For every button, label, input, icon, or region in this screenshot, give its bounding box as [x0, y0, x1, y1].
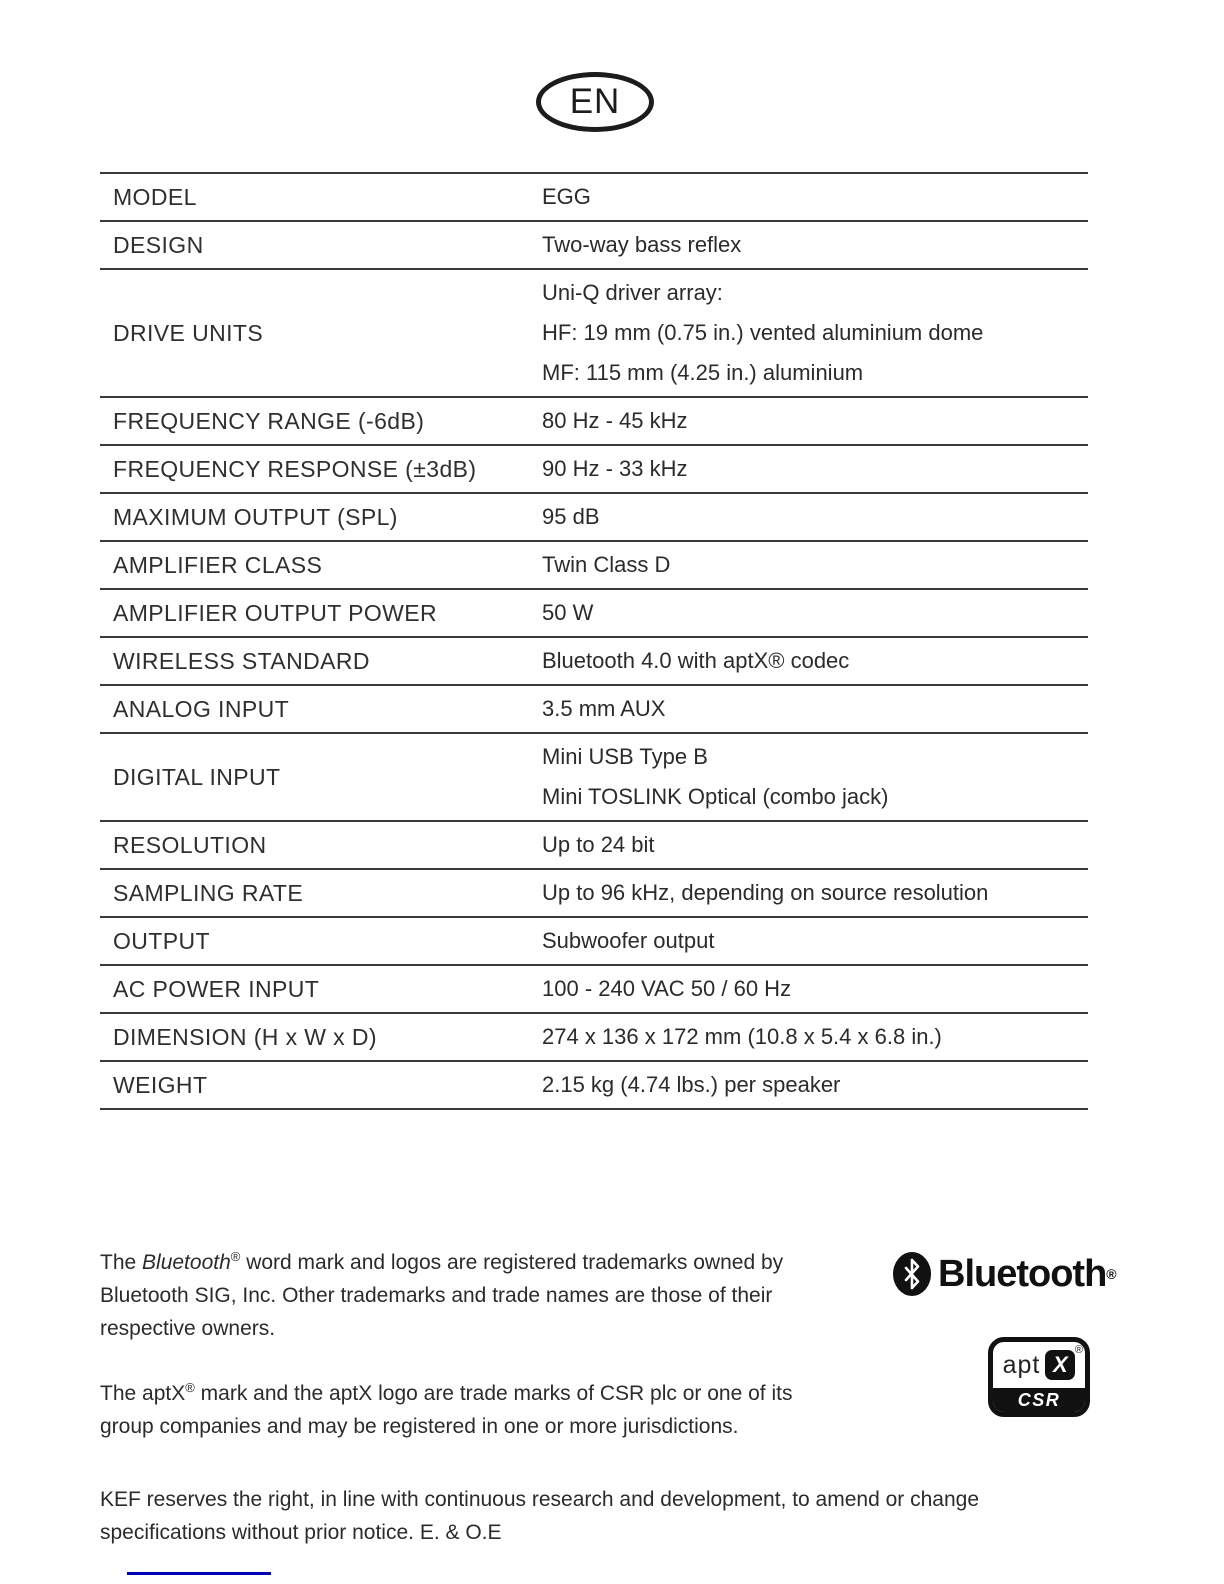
table-row	[100, 636, 1088, 684]
table-row	[100, 964, 1088, 1012]
footer-disclaimer	[100, 1483, 1025, 1549]
table-row	[100, 684, 1088, 732]
spec-label: DIMENSION (H x W x D)	[113, 1024, 377, 1050]
spec-value-line: 50 W	[542, 600, 594, 625]
table-row	[100, 820, 1088, 868]
aptx-word: apt	[1002, 1350, 1041, 1379]
language-badge	[536, 72, 654, 132]
spec-value-line: Subwoofer output	[542, 928, 715, 953]
spec-label: AMPLIFIER CLASS	[113, 552, 323, 578]
disclaimer-text: KEF reserves the right, in line with continuous research and development, to amend or change specifications without prior notice. E. & O.E	[100, 1488, 979, 1544]
table-row	[100, 396, 1088, 444]
table-row	[100, 588, 1088, 636]
spec-label: DRIVE UNITS	[113, 320, 264, 346]
trademark-notes	[100, 1240, 808, 1469]
spec-value-line: 95 dB	[542, 504, 600, 529]
bluetooth-trademark-note	[100, 1240, 808, 1345]
spec-table	[100, 172, 1088, 1110]
aptx-logo-top	[993, 1342, 1085, 1388]
table-row	[100, 732, 1088, 820]
bluetooth-brand-text: Bluetooth	[142, 1251, 231, 1274]
spec-value	[542, 873, 1088, 913]
spec-label: RESOLUTION	[113, 832, 267, 858]
spec-value	[542, 177, 1088, 217]
link-underline-artifact	[127, 1572, 271, 1575]
spec-value	[542, 593, 1088, 633]
spec-value	[542, 401, 1088, 441]
spec-label: DESIGN	[113, 232, 204, 258]
spec-value	[542, 273, 1088, 393]
spec-value	[542, 825, 1088, 865]
registered-mark: ®	[230, 1249, 241, 1264]
spec-label: OUTPUT	[113, 928, 210, 954]
spec-label: AMPLIFIER OUTPUT POWER	[113, 600, 438, 626]
spec-value	[542, 449, 1088, 489]
spec-value-line: 90 Hz - 33 kHz	[542, 456, 688, 481]
spec-value-line: Up to 96 kHz, depending on source resolution	[542, 880, 989, 905]
spec-value	[542, 641, 1088, 681]
spec-value	[542, 969, 1088, 1009]
bluetooth-wordmark: Bluetooth	[938, 1253, 1107, 1295]
csr-band	[993, 1388, 1085, 1412]
registered-mark: ®	[1106, 1266, 1117, 1282]
spec-value-line: HF: 19 mm (0.75 in.) vented aluminium dome	[542, 320, 984, 345]
table-row	[100, 268, 1088, 396]
spec-value	[542, 497, 1088, 537]
spec-value-line: EGG	[542, 184, 591, 209]
aptx-x-icon	[1045, 1350, 1075, 1380]
aptx-trademark-note	[100, 1371, 808, 1443]
table-row	[100, 220, 1088, 268]
note-text: The aptX	[100, 1382, 186, 1405]
bluetooth-logo	[893, 1252, 1117, 1296]
spec-value-line: Bluetooth 4.0 with aptX® codec	[542, 648, 850, 673]
spec-label: MAXIMUM OUTPUT (SPL)	[113, 504, 398, 530]
spec-label: ANALOG INPUT	[113, 696, 290, 722]
note-text: The	[100, 1251, 143, 1274]
spec-value-line: MF: 115 mm (4.25 in.) aluminium	[542, 360, 864, 385]
bluetooth-rune-icon	[893, 1252, 931, 1296]
table-row	[100, 492, 1088, 540]
note-text: word mark and logos are registered trademarks owned by Bluetooth SIG, Inc. Other trademarks and trade names are those of their respective owners.	[100, 1251, 784, 1340]
spec-label: DIGITAL INPUT	[113, 764, 281, 790]
spec-value-line: Up to 24 bit	[542, 832, 655, 857]
spec-label: SAMPLING RATE	[113, 880, 304, 906]
spec-label: FREQUENCY RESPONSE (±3dB)	[113, 456, 477, 482]
table-row	[100, 1060, 1088, 1108]
table-row	[100, 868, 1088, 916]
table-row	[100, 1012, 1088, 1060]
aptx-x-letter: X	[1053, 1352, 1068, 1377]
registered-mark: ®	[1074, 1344, 1083, 1356]
spec-value-line: 3.5 mm AUX	[542, 696, 666, 721]
spec-value-line: Two-way bass reflex	[542, 232, 742, 257]
spec-value	[542, 689, 1088, 729]
table-row	[100, 444, 1088, 492]
spec-value	[542, 545, 1088, 585]
spec-label: WEIGHT	[113, 1072, 208, 1098]
spec-value-line: 274 x 136 x 172 mm (10.8 x 5.4 x 6.8 in.)	[542, 1024, 942, 1049]
csr-label: CSR	[1017, 1389, 1061, 1410]
spec-label: MODEL	[113, 184, 197, 210]
spec-value	[542, 225, 1088, 265]
spec-label: AC POWER INPUT	[113, 976, 320, 1002]
registered-mark: ®	[185, 1380, 195, 1395]
spec-value-line: Mini TOSLINK Optical (combo jack)	[542, 784, 889, 809]
spec-value-line: 2.15 kg (4.74 lbs.) per speaker	[542, 1072, 841, 1097]
spec-value	[542, 1065, 1088, 1105]
spec-label: FREQUENCY RANGE (-6dB)	[113, 408, 425, 434]
spec-value-line: 80 Hz - 45 kHz	[542, 408, 688, 433]
spec-value-line: 100 - 240 VAC 50 / 60 Hz	[542, 976, 792, 1001]
table-row	[100, 916, 1088, 964]
table-row	[100, 540, 1088, 588]
note-text: mark and the aptX logo are trade marks of CSR plc or one of its group companies and may be registered in one or more jurisdictions.	[100, 1382, 793, 1438]
spec-value	[542, 737, 1088, 817]
spec-value-line: Twin Class D	[542, 552, 671, 577]
spec-value-line: Uni-Q driver array:	[542, 280, 723, 305]
table-row	[100, 172, 1088, 220]
spec-label: WIRELESS STANDARD	[113, 648, 370, 674]
spec-value	[542, 921, 1088, 961]
aptx-csr-logo	[988, 1337, 1090, 1417]
spec-value-line: Mini USB Type B	[542, 744, 708, 769]
language-badge-label: EN	[569, 82, 621, 121]
spec-value	[542, 1017, 1088, 1057]
